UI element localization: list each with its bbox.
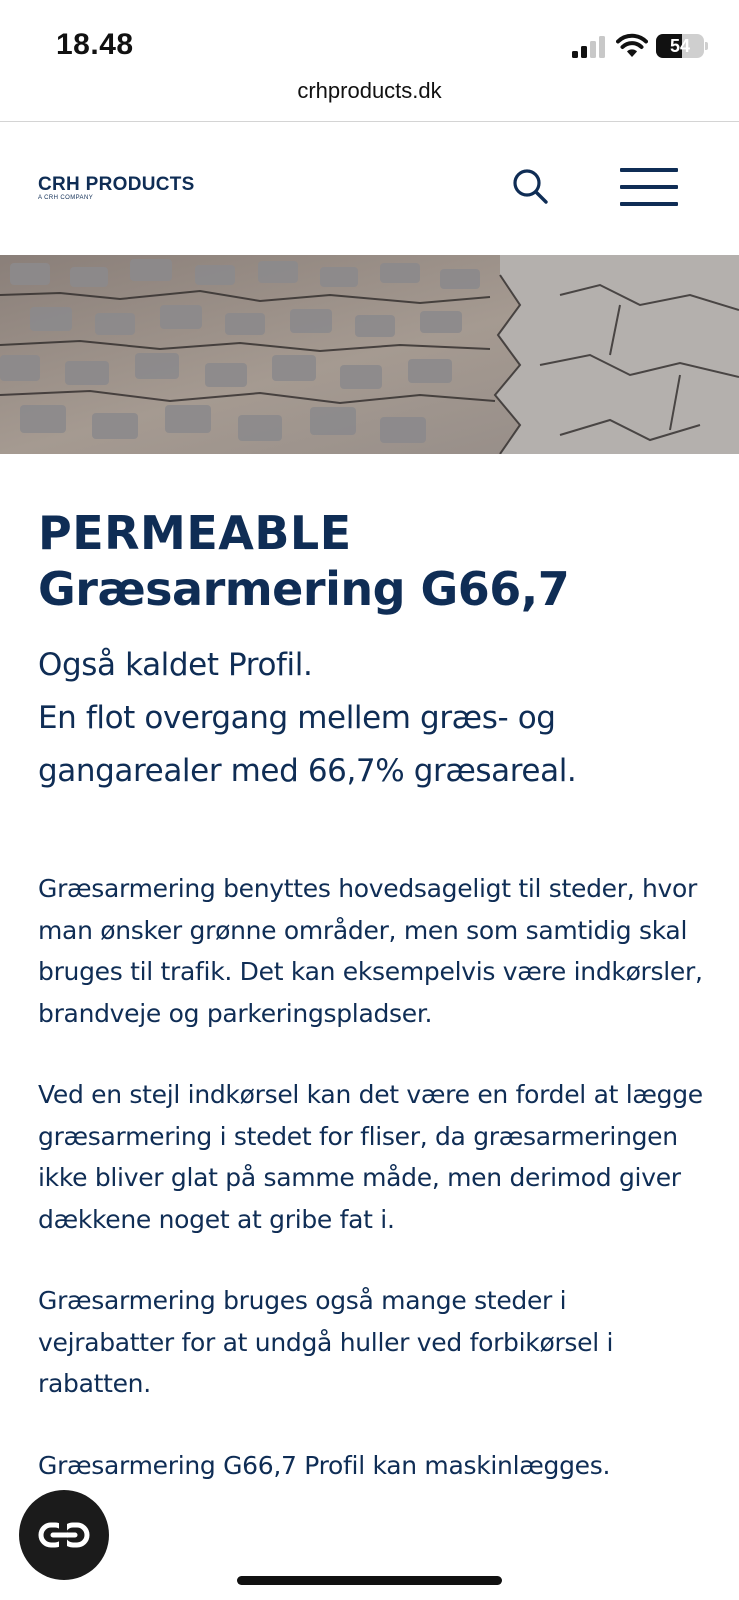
chat-link-icon	[19, 1490, 109, 1580]
battery-level: 54	[669, 36, 691, 56]
crh-products-logo[interactable]	[38, 174, 195, 201]
chat-button[interactable]	[19, 1490, 109, 1580]
search-icon[interactable]	[510, 166, 550, 206]
cellular-signal-icon	[572, 36, 608, 58]
hamburger-menu-icon[interactable]	[620, 168, 678, 206]
hero-image-paving-stones	[0, 255, 739, 454]
description-paragraph: Græsarmering G66,7 Profil kan maskinlægges.	[38, 1450, 611, 1480]
title-kicker: PERMEABLE	[38, 506, 352, 560]
site-header	[0, 122, 739, 255]
logo-tagline: A CRH COMPANY	[38, 195, 94, 201]
address-bar-url[interactable]: crhproducts.dk	[297, 78, 442, 103]
description-paragraph: Græsarmering benyttes hovedsageligt til steder, hvor man ønsker grønne områder, men som samtidig skal bruges til trafik. Det kan eksempelvis være indkørsler, brandveje og parkeringspladser.	[38, 874, 703, 1028]
logo-wordmark: CRH PRODUCTS	[38, 174, 195, 195]
page-title	[38, 505, 708, 617]
status-bar	[0, 0, 739, 103]
status-time: 18.48	[56, 28, 134, 61]
subtitle-line-2: En flot overgang mellem græs- og gangarealer med 66,7% græsareal.	[38, 700, 577, 789]
battery-tip	[705, 42, 708, 50]
product-title: Græsarmering G66,7	[38, 562, 570, 616]
home-indicator	[237, 1576, 502, 1585]
description-paragraph: Græsarmering bruges også mange steder i vejrabatter for at undgå huller ved forbikørsel i rabatten.	[38, 1286, 614, 1398]
wifi-icon	[616, 32, 648, 58]
description-paragraph: Ved en stejl indkørsel kan det være en fordel at lægge græsarmering i stedet for fliser, da græsarmeringen ikke bliver glat på samme måde, men derimod giver dækkene noget at gribe fat i.	[38, 1080, 703, 1234]
product-content	[38, 505, 708, 1486]
subtitle-line-1: Også kaldet Profil.	[38, 647, 313, 683]
battery-icon	[656, 34, 704, 58]
product-subtitle	[38, 639, 708, 798]
